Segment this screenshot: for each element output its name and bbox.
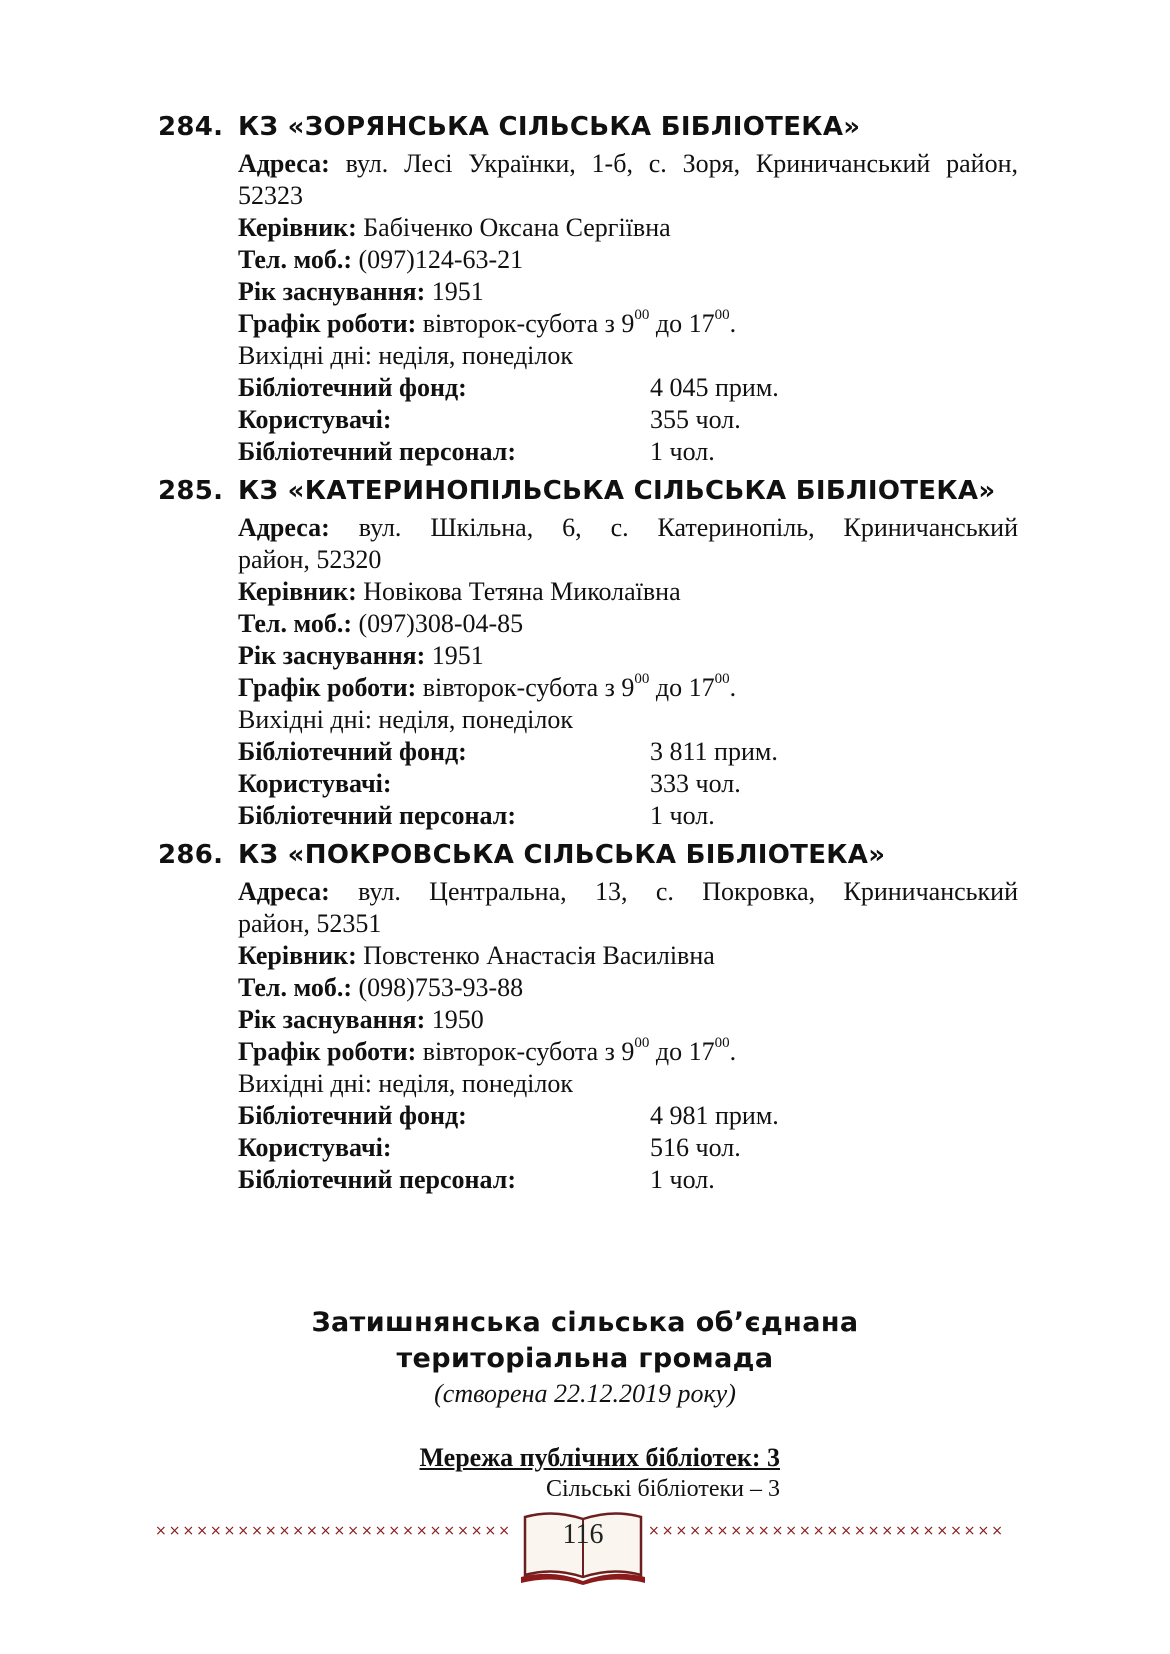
fund-label: Бібліотечний фонд: bbox=[238, 737, 467, 766]
fund-value: 3 811 прим. bbox=[650, 737, 778, 766]
phone-label: Тел. моб.: bbox=[238, 609, 353, 638]
founded-value: 1951 bbox=[431, 641, 484, 670]
phone-line bbox=[238, 244, 1018, 276]
schedule-sup-open: 00 bbox=[634, 307, 650, 324]
head-value: Повстенко Анастасія Василівна bbox=[363, 941, 715, 970]
fund-value: 4 981 прим. bbox=[650, 1101, 779, 1130]
staff-value: 1 чол. bbox=[650, 437, 715, 466]
schedule-sup-close: 00 bbox=[714, 307, 730, 324]
schedule-prefix: вівторок-субота з 9 bbox=[422, 309, 635, 338]
phone-value: (098)753-93-88 bbox=[358, 973, 524, 1002]
address-label: Адреса: bbox=[238, 149, 330, 178]
staff-label: Бібліотечний персонал: bbox=[238, 437, 516, 466]
community-created-date: (створена 22.12.2019 року) bbox=[434, 1379, 736, 1408]
address-value: вул. Шкільна, 6, с. Катеринопіль, Криничанський bbox=[358, 513, 1019, 542]
head-value: Бабіченко Оксана Сергіївна bbox=[363, 213, 671, 242]
schedule-suffix: . bbox=[729, 1037, 737, 1066]
head-label: Керівник: bbox=[238, 941, 357, 970]
fund-label: Бібліотечний фонд: bbox=[238, 373, 467, 402]
founded-line bbox=[238, 1004, 1018, 1036]
fund-row bbox=[238, 736, 1018, 768]
decorative-stars-left: ×××××××××××××××××××××××××× bbox=[155, 1523, 512, 1539]
users-row bbox=[238, 768, 1018, 800]
library-entry bbox=[158, 840, 1018, 1196]
staff-value: 1 чол. bbox=[650, 801, 715, 830]
founded-label: Рік заснування: bbox=[238, 277, 426, 306]
entry-title: КЗ «ЗОРЯНСЬКА СІЛЬСЬКА БІБЛІОТЕКА» bbox=[238, 112, 861, 142]
entry-heading bbox=[158, 476, 1018, 512]
staff-row bbox=[238, 1164, 1018, 1196]
phone-value: (097)124-63-21 bbox=[358, 245, 524, 274]
schedule-label: Графік роботи: bbox=[238, 673, 417, 702]
network-rural-count: Сільські бібліотеки – 3 bbox=[546, 1476, 780, 1502]
entry-number: 285. bbox=[158, 476, 224, 506]
phone-label: Тел. моб.: bbox=[238, 973, 353, 1002]
head-value: Новікова Тетяна Миколаївна bbox=[363, 577, 681, 606]
phone-value: (097)308-04-85 bbox=[358, 609, 524, 638]
schedule-suffix: . bbox=[729, 673, 737, 702]
phone-label: Тел. моб.: bbox=[238, 245, 353, 274]
days-off-line: Вихідні дні: неділя, понеділок bbox=[238, 1069, 574, 1098]
community-title-line1: Затишнянська сільська об’єднана bbox=[311, 1307, 859, 1338]
head-line bbox=[238, 212, 1018, 244]
head-label: Керівник: bbox=[238, 213, 357, 242]
entry-title: КЗ «КАТЕРИНОПІЛЬСЬКА СІЛЬСЬКА БІБЛІОТЕКА» bbox=[238, 476, 996, 506]
address-value: вул. Лесі Українки, 1-б, с. Зоря, Криничанський район, bbox=[345, 149, 1018, 178]
days-off-line: Вихідні дні: неділя, понеділок bbox=[238, 341, 574, 370]
schedule-mid: до 17 bbox=[649, 1037, 715, 1066]
entry-body bbox=[238, 148, 1018, 468]
entry-number: 284. bbox=[158, 112, 224, 142]
phone-line bbox=[238, 608, 1018, 640]
entry-heading bbox=[158, 112, 1018, 148]
address-label: Адреса: bbox=[238, 513, 330, 542]
address-continuation: район, 52320 bbox=[238, 545, 382, 574]
schedule-label: Графік роботи: bbox=[238, 1037, 417, 1066]
fund-label: Бібліотечний фонд: bbox=[238, 1101, 467, 1130]
decorative-stars-right: ×××××××××××××××××××××××××× bbox=[648, 1523, 1005, 1539]
address-continuation: 52323 bbox=[238, 181, 303, 210]
schedule-prefix: вівторок-субота з 9 bbox=[422, 1037, 635, 1066]
head-label: Керівник: bbox=[238, 577, 357, 606]
users-label: Користувачі: bbox=[238, 769, 392, 798]
schedule-sup-close: 00 bbox=[714, 1035, 730, 1052]
entry-body bbox=[238, 876, 1018, 1196]
address-label: Адреса: bbox=[238, 877, 330, 906]
entry-number: 286. bbox=[158, 840, 224, 870]
community-section bbox=[0, 1305, 1170, 1411]
schedule-mid: до 17 bbox=[649, 673, 715, 702]
staff-row bbox=[238, 800, 1018, 832]
schedule-mid: до 17 bbox=[649, 309, 715, 338]
days-off-line: Вихідні дні: неділя, понеділок bbox=[238, 705, 574, 734]
address-line bbox=[238, 148, 1018, 180]
schedule-sup-close: 00 bbox=[714, 671, 730, 688]
network-heading: Мережа публічних бібліотек: 3 bbox=[419, 1443, 780, 1472]
entry-heading bbox=[158, 840, 1018, 876]
head-line bbox=[238, 940, 1018, 972]
address-line bbox=[238, 876, 1018, 908]
library-entry bbox=[158, 476, 1018, 832]
schedule-sup-open: 00 bbox=[634, 671, 650, 688]
staff-row bbox=[238, 436, 1018, 468]
address-value: вул. Центральна, 13, с. Покровка, Криничанський bbox=[358, 877, 1018, 906]
users-row bbox=[238, 1132, 1018, 1164]
phone-line bbox=[238, 972, 1018, 1004]
community-title-line2: територіальна громада bbox=[396, 1343, 774, 1374]
schedule-line bbox=[238, 1036, 1018, 1068]
fund-row bbox=[238, 1100, 1018, 1132]
entry-title: КЗ «ПОКРОВСЬКА СІЛЬСЬКА БІБЛІОТЕКА» bbox=[238, 840, 886, 870]
entry-body bbox=[238, 512, 1018, 832]
users-row bbox=[238, 404, 1018, 436]
schedule-label: Графік роботи: bbox=[238, 309, 417, 338]
staff-value: 1 чол. bbox=[650, 1165, 715, 1194]
users-label: Користувачі: bbox=[238, 1133, 392, 1162]
founded-label: Рік заснування: bbox=[238, 641, 426, 670]
users-value: 355 чол. bbox=[650, 405, 741, 434]
head-line bbox=[238, 576, 1018, 608]
staff-label: Бібліотечний персонал: bbox=[238, 1165, 516, 1194]
fund-row bbox=[238, 372, 1018, 404]
page-footer bbox=[0, 1505, 1170, 1585]
users-value: 333 чол. bbox=[650, 769, 741, 798]
schedule-line bbox=[238, 672, 1018, 704]
schedule-prefix: вівторок-субота з 9 bbox=[422, 673, 635, 702]
schedule-sup-open: 00 bbox=[634, 1035, 650, 1052]
page-number: 116 bbox=[562, 1519, 604, 1550]
library-entry bbox=[158, 112, 1018, 468]
users-label: Користувачі: bbox=[238, 405, 392, 434]
schedule-line bbox=[238, 308, 1018, 340]
schedule-suffix: . bbox=[729, 309, 737, 338]
founded-line bbox=[238, 276, 1018, 308]
staff-label: Бібліотечний персонал: bbox=[238, 801, 516, 830]
founded-line bbox=[238, 640, 1018, 672]
founded-value: 1950 bbox=[431, 1005, 484, 1034]
users-value: 516 чол. bbox=[650, 1133, 741, 1162]
address-continuation: район, 52351 bbox=[238, 909, 382, 938]
fund-value: 4 045 прим. bbox=[650, 373, 779, 402]
library-network-summary bbox=[390, 1442, 780, 1504]
founded-value: 1951 bbox=[431, 277, 484, 306]
address-line bbox=[238, 512, 1018, 544]
founded-label: Рік заснування: bbox=[238, 1005, 426, 1034]
